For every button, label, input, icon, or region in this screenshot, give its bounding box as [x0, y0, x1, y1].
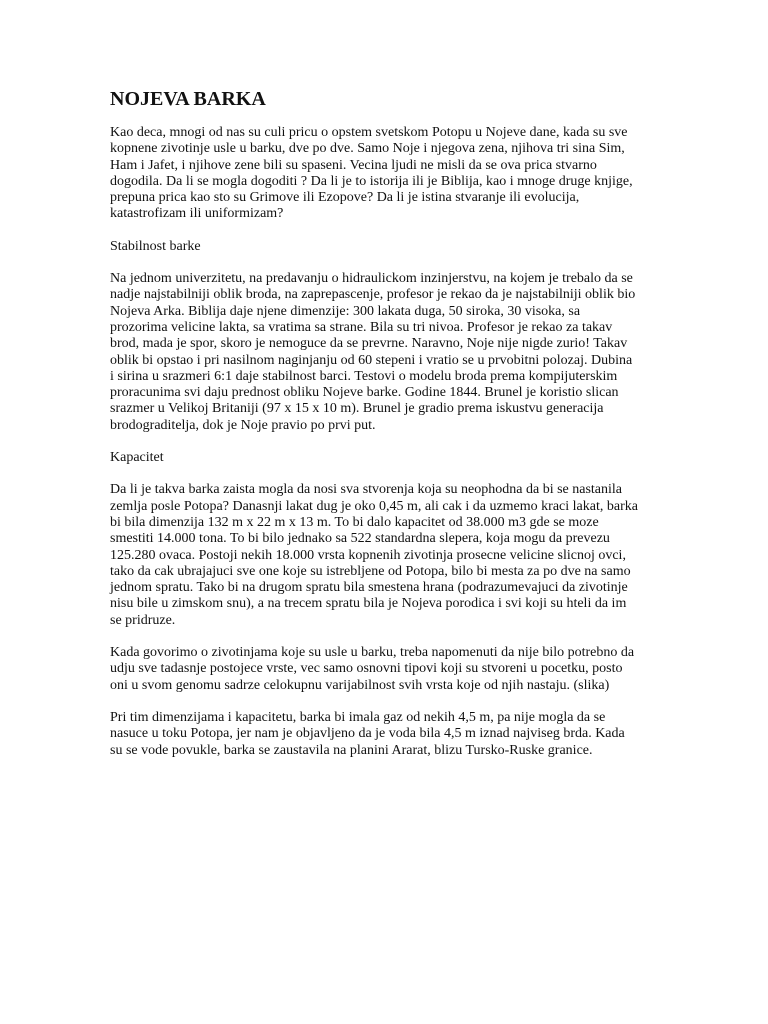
text-line: su se vode povukle, barka se zaustavila na planini Ararat, blizu Tursko-Ruske granice.	[110, 742, 593, 758]
gaz-paragraph	[110, 710, 702, 759]
text-line: udju sve tadasnje postojece vrste, vec samo osnovni tipovi koji su stvoreni u pocetku, posto	[110, 661, 623, 677]
text-line: i sirina u srazmeri 6:1 daje stabilnost barci. Testovi o modelu broda prema kompijuterskim	[110, 368, 618, 384]
kapacitet-paragraph	[110, 482, 702, 629]
text-line: zemlja posle Potopa? Danasnji lakat dug je oko 0,45 m, ali cak i da uzmemo kraci lakat, barka	[110, 498, 638, 514]
text-line: tako da cak ubrajajuci sve one koje su istrebljene od Potopa, bilo bi mesta za po dve na samo	[110, 563, 631, 579]
text-line: proracunima svi daju prednost obliku Nojeve barke. Godine 1844. Brunel je koristio slican	[110, 385, 619, 401]
spacer	[110, 223, 702, 239]
text-line: Ham i Jafet, i njihove zene bili su spaseni. Vecina ljudi ne misli da se ova prica stvarno	[110, 157, 597, 173]
zivotinje-paragraph	[110, 645, 702, 694]
intro-paragraph	[110, 125, 702, 223]
spacer	[110, 629, 702, 645]
text-line: bi bila dimenzija 132 m x 22 m x 13 m. To bi dalo kapacitet od 38.000 m3 gde se moze	[110, 514, 599, 530]
text-line: brod, mada je spor, skoro je nemoguce da se prevrne. Naravno, Noje nije nigde zurio! Takav	[110, 336, 628, 352]
text-line: brodograditelja, dok je Noje pravio po prvi put.	[110, 417, 376, 433]
text-line: dogodila. Da li se mogla dogoditi ? Da li je to istorija ili je Biblija, kao i mnoge druge knjige,	[110, 173, 633, 189]
document-title: NOJEVA BARKA	[110, 88, 266, 110]
text-line: prozorima velicine lakta, sa vratima sa strane. Bila su tri nivoa. Profesor je rekao za takav	[110, 319, 613, 335]
text-line: oni u svom genomu sadrze celokupnu varijabilnost svih vrsta koje od njih nastaju. (slika)	[110, 677, 610, 693]
text-line: prepuna prica kao sto su Grimove ili Ezopove? Da li je istina stvaranje ili evolucija,	[110, 190, 580, 206]
text-line: nisu bile u zimskom snu), a na trecem spratu bila je Nojeva porodica i svi koji su hteli da im	[110, 596, 627, 612]
text-line: Nojeva Arka. Biblija daje njene dimenzije: 300 lakata duga, 50 siroka, 30 visoka, sa	[110, 303, 581, 319]
text-line: 125.280 ovaca. Postoji nekih 18.000 vrsta kopnenih zivotinja prosecne velicine slicnoj ovci,	[110, 547, 626, 563]
text-line: oblik bi opstao i pri nasilnom naginjanju od 60 stepeni i vratio se u prvobitni polozaj. Dubina	[110, 352, 633, 368]
text-line: Kao deca, mnogi od nas su culi pricu o opstem svetskom Potopu u Nojeve dane, kada su sve	[110, 125, 628, 140]
text-line: jednom spratu. Tako bi na drugom spratu bila smestena hrana (podrazumevajuci da zivotinje	[110, 580, 628, 596]
stabilnost-paragraph	[110, 271, 702, 434]
text-line: nasuce u toku Potopa, jer nam je objavljeno da je voda bila 4,5 m iznad najviseg brda. Kada	[110, 726, 625, 742]
text-line: katastrofizam ili uniformizam?	[110, 206, 284, 222]
text-line: Kada govorimo o zivotinjama koje su usle u barku, treba napomenuti da nije bilo potrebno da	[110, 645, 635, 661]
text-line: Da li je takva barka zaista mogla da nosi sva stvorenja koja su neophodna da bi se nastanila	[110, 482, 623, 498]
text-line: nadje najstabilniji oblik broda, na zaprepascenje, profesor je rekao da je najstabilniji oblik bio	[110, 287, 636, 303]
text-line: kopnene zivotinje usle u barku, dve po dve. Samo Noje i njegova zena, njihova tri sina Sim,	[110, 141, 625, 157]
section-heading-stabilnost: Stabilnost barke	[110, 238, 201, 254]
text-line: srazmer u Velikoj Britaniji (97 x 15 x 10 m). Brunel je gradio prema iskustvu generacija	[110, 401, 604, 417]
spacer	[110, 255, 702, 271]
text-line: se pridruze.	[110, 612, 176, 628]
spacer	[110, 694, 702, 710]
section-heading-kapacitet: Kapacitet	[110, 450, 164, 466]
spacer	[110, 434, 702, 450]
text-line: smestiti 14.000 tona. To bi bilo jednako sa 522 standardna slepera, koja mogu da prevezu	[110, 531, 610, 547]
text-line: Na jednom univerzitetu, na predavanju o hidraulickom inzinjerstvu, na kojem je trebalo da se	[110, 271, 633, 287]
spacer	[110, 466, 702, 482]
text-line: Pri tim dimenzijama i kapacitetu, barka bi imala gaz od nekih 4,5 m, pa nije mogla da se	[110, 709, 606, 725]
